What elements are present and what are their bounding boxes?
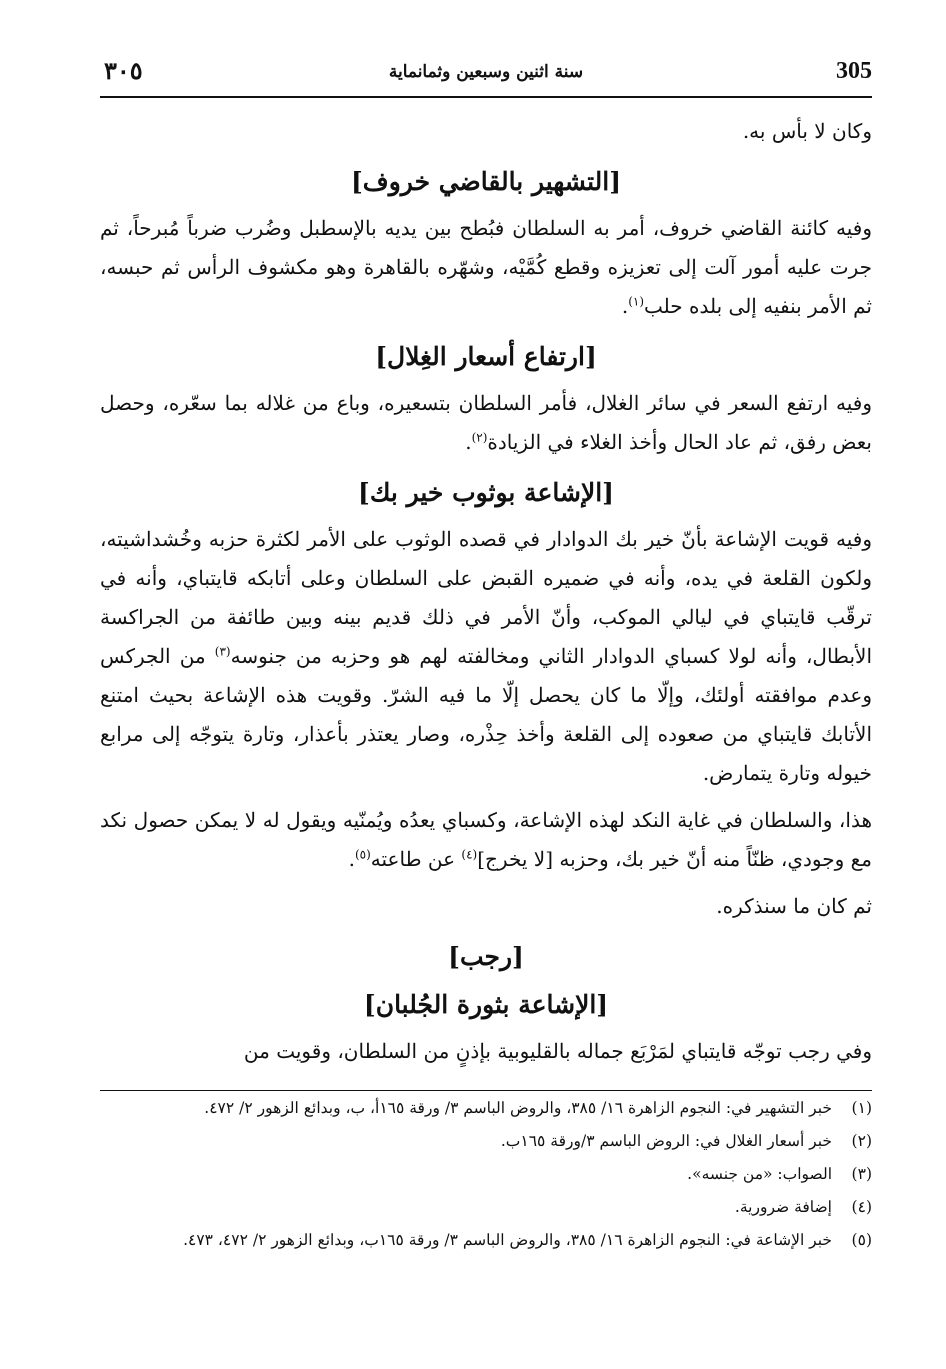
footnote-text: خبر أسعار الغلال في: الروض الباسم ٣/ورقة ١٦٥ب. (500, 1132, 832, 1150)
section-3-paragraph-2: هذا، والسلطان في غاية النكد لهذه الإشاعة، وكسباي يعدُه ويُمنّيه ويقول له لا يمكن حصول نكد مع وجودي، ظنّاً منه أنّ خير بك، وحزبه [لا يخرج]$^{(٤)}$ عن طاعته$^{(٥)}$. (100, 808, 872, 871)
footnotes (100, 1090, 872, 1256)
footnote-ref: (٢) (471, 430, 488, 445)
footnote-text: الصواب: «من جنسه». (687, 1165, 832, 1183)
footnote-ref: (٥) (354, 847, 371, 862)
footnote-number: (٥) (851, 1231, 872, 1249)
footnote-item (100, 1159, 872, 1190)
section-heading-3: [الإشاعة بوثوب خير بك] (358, 478, 614, 507)
section-heading-2: [ارتفاع أسعار الغِلال] (375, 342, 597, 371)
footnote-number: (٤) (851, 1198, 872, 1216)
footnote-text: خبر التشهير في: النجوم الزاهرة ١٦/ ٣٨٥، والروض الباسم ٣/ ورقة ١٦٥أ، ب، وبدائع الزهور ٢/ ٤٧٢. (204, 1099, 832, 1117)
paragraph-text: من الجركس وعدم موافقته أولئك، وإلّا ما كان يحصل إلّا ما فيه الشرّ. وقويت هذه الإشاعة بحيث امتنع الأتابك قايتباي من صعوده إلى القلعة وأخذ حِذْره، وصار يعتذر بأعذار، وتارة يتوجّه إلى مرابع خيوله وتارة يتمارض. (100, 644, 872, 785)
section-2-paragraph: وفيه ارتفع السعر في سائر الغلال، فأمر السلطان بتسعيره، وباع من غلاله بما سعّره، وحصل بعض رفق، ثم عاد الحال وأخذ الغلاء في الزيادة$^{(٢)}$. (100, 391, 872, 454)
footnote-number: (١) (851, 1099, 872, 1117)
footnote-item (100, 1192, 872, 1223)
section-1-paragraph: وفيه كائنة القاضي خروف، أمر به السلطان فبُطح بين يديه بالإسطبل وضُرب ضرباً مُبرحاً، ثم جرت عليه أمور آلت إلى تعزيزه وقطع كُمَّيْه، وشهّره بالقاهرة وهو مكشوف الرأس ثم حبسه، ثم الأمر بنفيه إلى بلده حلب$^{(١)}$. (100, 216, 872, 318)
footnote-text: إضافة ضرورية. (734, 1198, 832, 1216)
page-header (100, 50, 872, 98)
paragraph-text: وفيه كائنة القاضي خروف، أمر به السلطان فبُطح بين يديه بالإسطبل وضُرب ضرباً مُبرحاً، ثم جرت عليه أمور آلت إلى تعزيزه وقطع كُمَّيْه، وشهّره بالقاهرة وهو مكشوف الرأس ثم حبسه، ثم الأمر بنفيه إلى بلده حلب (100, 216, 872, 318)
footnote-number: (٢) (851, 1132, 872, 1150)
main-text (100, 112, 872, 1079)
section-3-paragraph-1 (100, 520, 872, 793)
paragraph-text: هذا، والسلطان في غاية النكد لهذه الإشاعة، وكسباي يعدُه ويُمنّيه ويقول له لا يمكن حصول نكد مع وجودي، ظنّاً منه أنّ خير بك، وحزبه [لا يخرج] (100, 808, 872, 871)
footnote-item (100, 1126, 872, 1157)
footnote-item (100, 1225, 872, 1256)
intro-paragraph: وكان لا بأس به. (742, 119, 872, 143)
footnote-item (100, 1093, 872, 1124)
page-number-latin: 305 (836, 58, 872, 84)
footnote-text: خبر الإشاعة في: النجوم الزاهرة ١٦/ ٣٨٥، والروض الباسم ٣/ ورقة ١٦٥ب، وبدائع الزهور ٢/ ٤٧٢، ٤٧٣. (183, 1231, 832, 1249)
paragraph-text: عن طاعته (370, 847, 456, 871)
section-heading-1: [التشهير بالقاضي خروف] (350, 167, 622, 196)
footnote-ref: (٣) (214, 644, 231, 659)
running-title: سنة اثنين وسبعين وثمانماية (388, 62, 584, 82)
footnote-number: (٣) (851, 1165, 872, 1183)
page-number-arabic: ٣٠٥ (104, 56, 143, 85)
section-heading-4: [الإشاعة بثورة الجُلبان] (363, 990, 609, 1019)
paragraph-text: وفيه قويت الإشاعة بأنّ خير بك الدوادار في قصده الوثوب على الأمر لكثرة حزبه وخُشداشيته، ولكون القلعة في يده، وأنه في ضميره القبض على السلطان وعلى أتابكه قايتباي، وأنه في ترقّب قايتباي في ليالي الموكب، وأنّ الأمر في ذلك قديم بينه وبين طائفة من الجراكسة الأبطال، وأنه لولا كسباي الدوادار الثاني ومخالفته لهم هو وحزبه من جنوسه (100, 527, 872, 668)
section-3-paragraph-3: ثم كان ما سنذكره. (716, 894, 872, 918)
footnote-ref: (١) (628, 294, 645, 309)
section-4-paragraph: وفي رجب توجّه قايتباي لمَرْبَع جماله بالقليوبية بإذنٍ من السلطان، وقويت من (243, 1039, 872, 1063)
footnote-ref: (٤) (461, 847, 478, 862)
month-heading: [رجب] (448, 942, 524, 971)
paragraph-text: وفيه ارتفع السعر في سائر الغلال، فأمر السلطان بتسعيره، وباع من غلاله بما سعّره، وحصل بعض رفق، ثم عاد الحال وأخذ الغلاء في الزيادة (100, 391, 872, 454)
